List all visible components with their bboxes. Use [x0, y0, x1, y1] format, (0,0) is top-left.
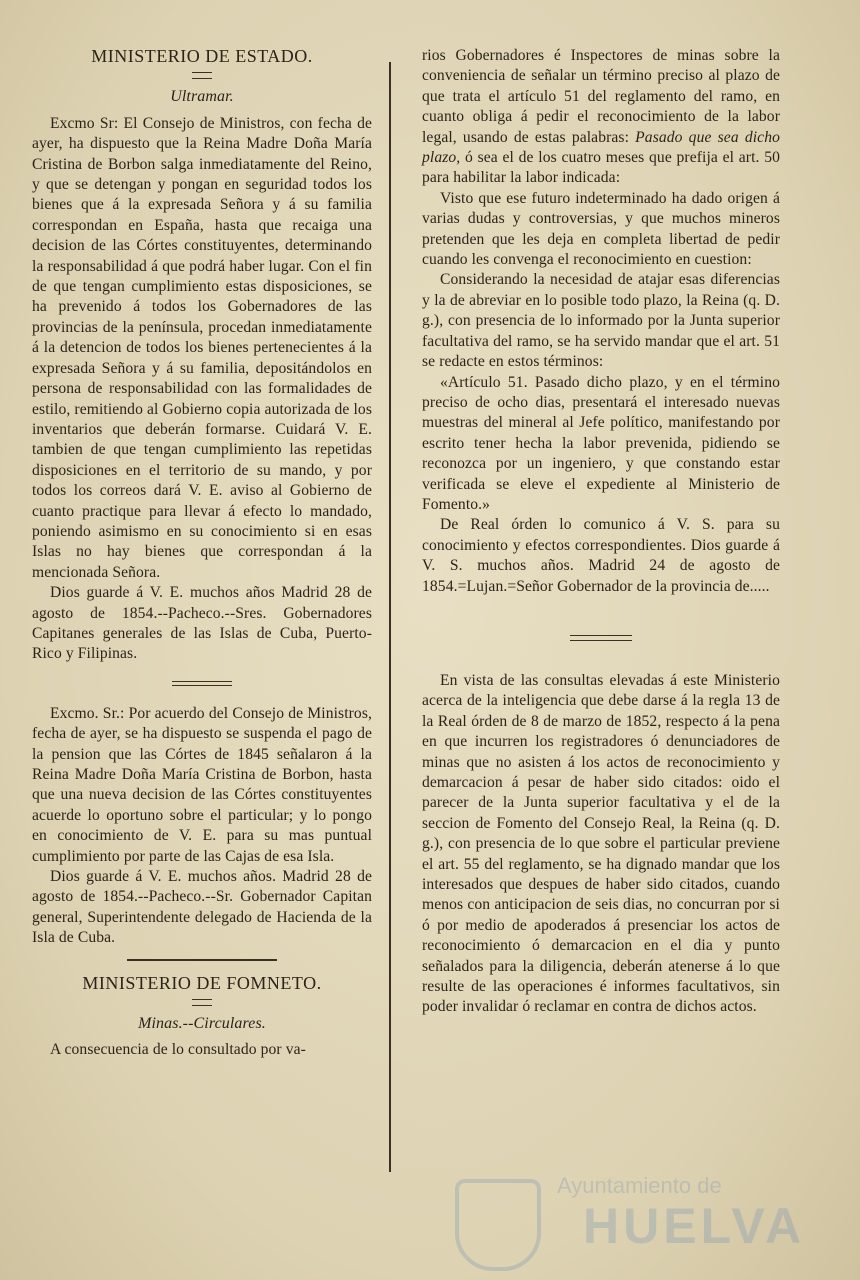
section-subtitle-minas: Minas.--Circulares.	[138, 1015, 266, 1033]
pension-paragraph: Excmo. Sr.: Por acuerdo del Consejo de Ministros, fecha de ayer, se ha dispuesto se suspenda el pago de la pension que las Córtes de 1845 señalaron á la Reina Madre Doña María Cristina de Borbon, hasta que una nueva decision de las Córtes constituyentes acuerde lo oportuno sobre el particular; y lo pongo en conocimiento de V. E. para su mas puntual cumplimiento por parte de las Cajas de esa Isla.	[32, 704, 372, 865]
circular-continuation	[422, 46, 780, 189]
watermark-small-text: Ayuntamiento de	[557, 1173, 722, 1198]
visto-paragraph: Visto que ese futuro indeterminado ha dado origen á varias dudas y controversias, y que muchos mineros pretenden que les deja en completa libertad de pedir cuando les convenga el reconocimiento en cuestion:	[422, 189, 780, 269]
title-rule	[192, 72, 212, 79]
decree-paragraph: Excmo Sr: El Consejo de Ministros, con fecha de ayer, ha dispuesto que la Reina Madre Doña María Cristina de Borbon salga inmediatamente del Reino, y que se detengan y pongan en seguridad todos los bienes que á la expresada Señora y á su familia correspondan en España, hasta que recaiga una decision de las Córtes constituyentes, determinando la responsabilidad á que podrá haber lugar. Con el fin de que tengan cumplimiento estas disposiciones, se ha prevenido á todos los Gobernadores de las provincias de la península, procedan inmediatamente á la detencion de todos los bienes pertenecientes á la expresada Señora y á su familia, depositándolos en persona de responsabilidad con las formalidades de estilo, remitiendo al Gobierno copia autorizada de los inventarios que deberán formarse. Cuidará V. E. tambien de que tengan cumplimiento las repetidas disposiciones en el territorio de su mando, y por todos los correos dará V. E. aviso al Gobierno de cuanto practique para llevar á efecto lo mandado, poniendo asimismo en su conocimiento si en esas Islas no hay bienes que correspondan á la mencionada Señora.	[32, 114, 372, 581]
circular-opening: A consecuencia de lo consultado por va-	[50, 1041, 306, 1059]
left-column	[32, 46, 372, 1061]
pension-signature: Dios guarde á V. E. muchos años. Madrid 28 de agosto de 1854.--Pacheco.--Sr. Gobernador Capitan general, Superintendente delegado de Hacienda de la Isla de Cuba.	[32, 868, 372, 947]
watermark-big-text: HUELVA	[583, 1198, 806, 1254]
article-separator-right	[570, 635, 632, 641]
real-orden-paragraph: De Real órden lo comunico á V. S. para su conocimiento y efectos correspondientes. Dios guarde á V. S. muchos años. Madrid 24 de agosto de 1854.=Lujan.=Señor Gobernador de la provincia de.....	[422, 516, 780, 595]
article-separator	[172, 681, 232, 686]
section-separator	[127, 959, 277, 961]
articulo-paragraph: «Artículo 51. Pasado dicho plazo, y en el término preciso de ocho dias, presentará el interesado nuevas muestras del mineral al Jefe político, manifestando por escrito tener hecha la labor prevenida, pidiendo se reconozca por un ingeniero, y que constando estar verificada se eleve el expediente al Ministerio de Fomento.»	[422, 373, 780, 513]
section-title-fomento: MINISTERIO DE FOMNETO.	[82, 972, 322, 993]
section-title-estado: MINISTERIO DE ESTADO.	[91, 46, 313, 66]
circular-text: rios Gobernadores é Inspectores de minas sobre la conveniencia de señalar un término preciso al plazo de que trata el artículo 51 del reglamento del ramo, en cuanto obliga á pedir el reconocimiento de la labor legal, usando de estas palabras:	[422, 47, 780, 146]
column-divider	[389, 62, 391, 1172]
consultas-paragraph: En vista de las consultas elevadas á este Ministerio acerca de la inteligencia que debe darse á la regla 13 de la Real órden de 8 de marzo de 1852, respecto á la pena en que incurren los registradores ó denunciadores de minas que no asisten á los actos de reconocimiento y demarcacion á pesar de haber sido citados: oido el parecer de la Junta superior facultativa y el de la seccion de Fomento del Consejo Real, la Reina (q. D. g.), con presencia de lo que sobre el particular previene el art. 55 del reglamento, se ha dignado mandar que los interesados que despues de haber sido citados, cuando menos con anticipacion de seis dias, no concurran por si ó por medio de apoderados á presenciar los actos de reconocimiento ó demarcacion en el dia y punto señalados para la diligencia, deberán atenerse á lo que resulte de las operaciones é informes facultativos, sin poder invalidar ó reclamar en contra de dichos actos.	[422, 671, 780, 1016]
title-rule-2	[192, 999, 212, 1006]
section-subtitle-ultramar: Ultramar.	[170, 88, 234, 106]
circular-quote: Pasado que sea dicho plazo,	[422, 128, 780, 167]
considerando-paragraph: Considerando la necesidad de atajar esas diferencias y la de abreviar en lo posible todo plazo, la Reina (q. D. g.), con presencia de lo informado por la Junta superior facultativa del ramo, se ha servido mandar que el art. 51 se redacte en estos términos:	[422, 271, 780, 371]
shield-icon	[455, 1179, 541, 1271]
decree-signature: Dios guarde á V. E. muchos años Madrid 28 de agosto de 1854.--Pacheco.--Sres. Gobernadores Capitanes generales de las Islas de Cuba, Puerto-Rico y Filipinas.	[32, 584, 372, 663]
right-column	[422, 46, 780, 1018]
archive-watermark	[455, 1165, 815, 1275]
circular-text-tail: ó sea el de los cuatro meses que prefija el art. 50 para habilitar la labor indicada:	[422, 149, 781, 187]
